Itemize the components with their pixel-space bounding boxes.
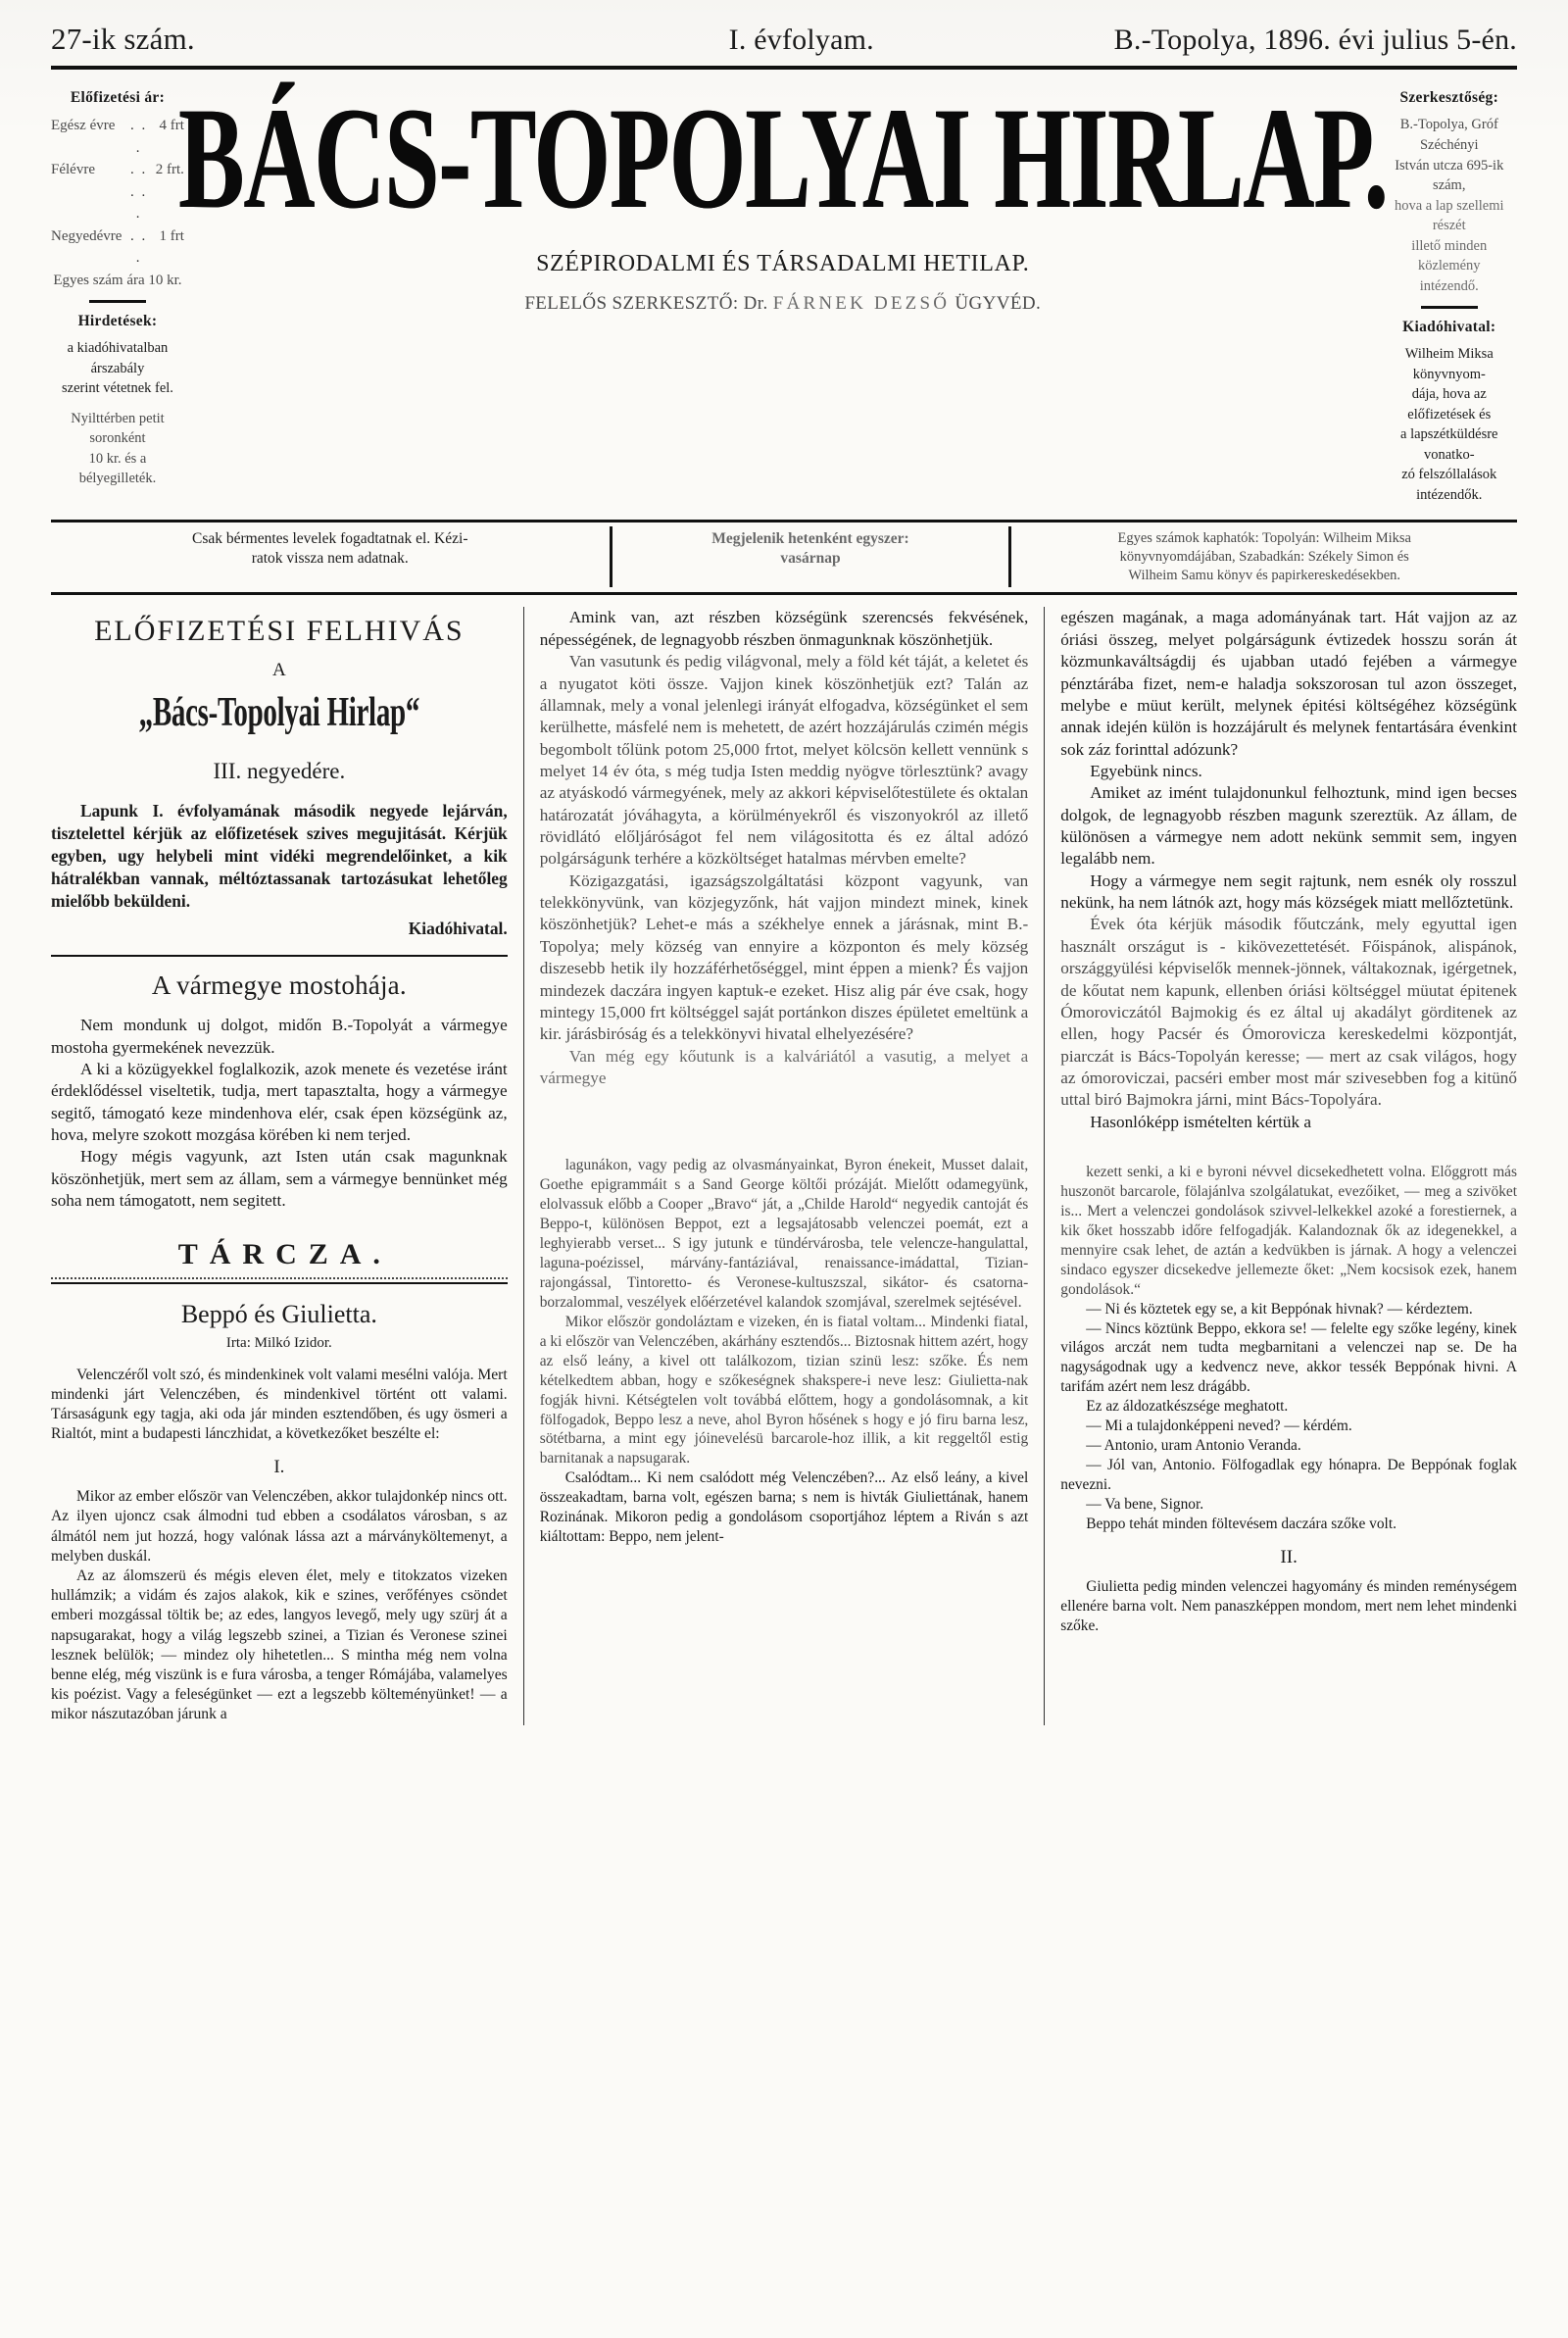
frequency-line: Megjelenik hetenként egyszer:	[711, 529, 909, 547]
article-paragraph: Hogy mégis vagyunk, azt Isten után csak magunknak köszönhetjük, mert sem az állam, sem a vármegye bennünket még soha nem támogatott, nem segitett.	[51, 1147, 508, 1211]
availability-line: könyvnyomdájában, Szabadkán: Székely Simon és	[1119, 548, 1409, 565]
open-column-line: Nyilttérben petit soronként	[71, 410, 165, 447]
volume-number: I. évfolyam.	[728, 24, 874, 56]
section-number: II.	[1280, 1546, 1298, 1567]
editorial-office-heading: Szerkesztőség:	[1399, 89, 1499, 106]
column-middle	[523, 607, 1046, 1724]
editor-label: FELELŐS SZERKESZTŐ:	[524, 293, 739, 315]
article-paragraph: Amink van, azt részben községünk szerencsés fekvésének, népességének, de legnagyobb részben önmagunknak köszönhetjük.	[539, 608, 1029, 649]
open-column-line: 10 kr. és a bélyegilleték.	[78, 450, 157, 487]
column-left	[51, 607, 523, 1724]
feuilleton-left	[51, 1300, 508, 1725]
feuilleton-paragraph: Csalódtam... Ki nem csalódott még Velenczében?... Az első leány, a kivel összeakadtam, barna volt, egészen barna; s nem is hivták Giuliettának, hanem Rozinának. Mikoron pedig a gondolásom csoportjához léptem a Riván s azt kiáltottam: Beppo, nem jelent-	[539, 1469, 1029, 1546]
address-line: hova a lap szellemi részét	[1394, 197, 1504, 234]
feuilleton-paragraph: Velenczéről volt szó, és mindenkinek volt valami mesélni valója. Mert mindenki járt Velenczében, és mindenkivel történt ott valami. Társaságunk egy tagja, aki oda jár minden esztendőben, és ugy ösmeri a Rialtót, mint a budapesti lánczhidat, a következőket beszélte el:	[51, 1366, 508, 1443]
editor-line	[190, 293, 1376, 315]
column-right	[1045, 607, 1517, 1724]
price-heading: Előfizetési ár:	[70, 89, 166, 106]
article-paragraph: Nem mondunk uj dolgot, midőn B.-Topolyát a vármegye mostoha gyermekének nevezzük.	[51, 1016, 508, 1057]
feuilleton-paragraph: Az az álomszerü és mégis eleven élet, mely e titokzatos vizeken hullámzik; a vidám és zajos alakok, kik e szines, verőfényes csöndet emberi mozgással töltik be; az edes, langyos levegő, mely ugy szürj át a napsugarakat, hogy a világ legszebb szinei, a Tizian és Veronese szinei lesznek belülök; — mindez oly hihetetlen... S mintha még nem volna benne elég, még viszünk is e fura városba, a tenger Rómájába, valamelyes kis poézist. Vagy a feleségünket — ezt a legszebb költeményünket! — a mikor nászutazóban járunk a	[51, 1567, 508, 1723]
banner-frequency	[612, 526, 1012, 588]
article-paragraph: Egyebünk nincs.	[1090, 761, 1202, 780]
price-dots: . . .	[129, 118, 148, 156]
banner-letters-policy	[51, 526, 612, 588]
feuilleton-author: Irta: Milkó Izidor.	[225, 1334, 332, 1351]
callout-quarter: III. negyedére.	[213, 759, 346, 784]
article-paragraph: Hasonlóképp ismételten kértük a	[1090, 1112, 1312, 1131]
publisher-office	[1382, 317, 1517, 506]
feuilleton-paragraph: Ez az áldozatkészsége meghatott.	[1086, 1398, 1289, 1416]
feuilleton-paragraph: — Antonio, uram Antonio Veranda.	[1086, 1437, 1301, 1455]
dateline: B.-Topolya, 1896. évi julius 5-én.	[1113, 24, 1517, 56]
masthead-left-info	[51, 83, 184, 506]
feuilleton-title: Beppó és Giulietta.	[180, 1299, 377, 1328]
issue-number: 27-ik szám.	[51, 22, 195, 56]
banner-availability	[1011, 526, 1517, 588]
article-paragraph: Amiket az imént tulajdonunkul felhoztunk, mind igen becses dolgok, de legnagyobb részben magunk szereztük. Az állam, de különösen a vármegye nem adott nekünk semmit sem, ingyen legalább nem.	[1060, 783, 1517, 869]
header-rule	[51, 66, 1517, 70]
feuilleton-paragraph: lagunákon, vagy pedig az olvasmányainkat, Byron énekeit, Musset dalait, Goethe epigrammáit s a Sand George költői prózáját. Mielőtt odamegyünk, elolvassuk előbb a Cooper „Bravo“ ját, a „Childe Harold“ negyedik cantoját és Beppo-t, különösen Beppot, ezt a legsajátosabb velenczei poemát, ezt a leghyierabb verset... S igy jutunk e tündérvárosba, tele velencze-hangulattal, laguna-poézissel, márvány-fantáziával, renaissance-imádattal, Tizian-rajongással, Tintoretto- és Veronese-kultuszszal, sikátor- és csatorna-borzalommal, veszélyek előérzetével kalandok szomjával, szerelmek sejtésével.	[539, 1157, 1029, 1311]
availability-line: Wilheim Samu könyv és papirkereskedésekben.	[1128, 568, 1401, 584]
address-line: intézendő.	[1419, 278, 1479, 294]
newspaper-title: BÁCS-TOPOLYAI HIRLAP.	[177, 78, 1388, 239]
feuilleton-right	[1060, 1163, 1517, 1636]
price-label: Egész évre	[51, 118, 116, 134]
section-number: I.	[273, 1457, 285, 1478]
article-title: A vármegye mostohája.	[151, 970, 407, 1001]
section-divider	[51, 955, 508, 957]
address-line: B.-Topolya, Gróf Széchényi	[1399, 117, 1498, 153]
ads-info	[51, 311, 184, 489]
publisher-heading: Kiadóhivatal:	[1402, 318, 1496, 335]
feuilleton-paragraph: — Va bene, Signor.	[1086, 1495, 1204, 1513]
policy-line: Csak bérmentes levelek fogadtatnak el. Kézi-	[192, 529, 468, 547]
main-body	[51, 607, 1517, 1724]
feuilleton-middle	[540, 1156, 1029, 1547]
masthead-center	[177, 78, 1388, 506]
feuilleton-header	[51, 1238, 508, 1284]
ads-line: szerint vétetnek fel.	[61, 380, 173, 397]
single-copy-price: Egyes szám ára 10 kr.	[53, 272, 182, 288]
info-banner	[51, 520, 1517, 596]
subscription-callout	[51, 615, 508, 784]
policy-line: ratok vissza nem adatnak.	[251, 550, 409, 568]
divider	[1421, 306, 1478, 309]
price-dots: . . . . .	[129, 162, 148, 223]
editorial-office-address	[1382, 115, 1517, 296]
masthead	[51, 78, 1517, 506]
address-line: illető minden közlemény	[1411, 237, 1488, 274]
price-value: 4 frt	[159, 118, 184, 134]
callout-paper-name: „Bács-Topolyai Hirlap“	[138, 689, 420, 736]
callout-heading: ELŐFIZETÉSI FELHIVÁS	[94, 615, 465, 648]
article-paragraph: Közigazgatási, igazságszolgáltatási központ vagyunk, van telekkönyvünk, van közjegyzőnk, hát vajjon mindezt minek, kinek köszönhetjük? Lehet-e más a székhelye ennek a járásnak, mint B.-Topolya; mely község van ennyire a központon és mely község diszesebb hetik ily hozzáférhetőséggel, mint éppen a mienk? És vajjon mindezek daczára ingyen kaptuk-e ezeket. Hisz alig pár éve csak, hogy mintegy 15,000 frt költséggel saját portánkon diszes épületet emeltünk a kir. járásbiróság és a telekkönyvi hivatal elhelyezésére?	[539, 871, 1029, 1044]
dotted-divider	[51, 1277, 508, 1279]
article-paragraph: Van még egy kőutunk is a kalváriától a vasutig, a melyet a vármegye	[539, 1046, 1029, 1087]
article-paragraph: A ki a közügyekkel foglalkozik, azok menete és vezetése iránt érdeklődéssel viseltetik, tudja, mert tapasztalta, hogy a vármegye segitő, támogató keze mindenhova elér, csak épen községünk az, hova, melyre szokott mozgása körében ki nem terjed.	[51, 1059, 508, 1145]
price-value: 2 frt.	[155, 162, 184, 178]
feuilleton-paragraph: — Nincs köztünk Beppo, ekkora se! — felelte egy szőke legény, kinek világos arczát nem tudta megbarnitani a velenczei nap se. De ha nagyságodnak ugy a kedvencz neve, akkor tessék Beppónak hivni. A tarifám azért nem lesz drágább.	[1060, 1319, 1517, 1396]
publisher-line: dája, hova az előfizetések és	[1407, 386, 1492, 423]
article-paragraph: Hogy a vármegye nem segit rajtunk, nem esnék oly rosszul nekünk, ha nem látnók azt, hogy más községek miatt mellőztetünk.	[1060, 871, 1517, 913]
callout-article: A	[271, 660, 286, 681]
price-value: 1 frt	[159, 227, 184, 244]
address-line: István utcza 695-ik szám,	[1395, 157, 1504, 194]
feuilleton-paragraph: — Mi a tulajdonképpeni neved? — kérdém.	[1086, 1418, 1352, 1435]
ads-heading: Hirdetések:	[77, 312, 158, 329]
tarcza-ornament-title: TÁRCZA.	[177, 1237, 392, 1270]
top-line	[51, 22, 1517, 57]
feuilleton-paragraph: Mikor az ember először van Velenczében, akkor tulajdonkép nincs ott. Az ilyen ujoncz csak álmodni tud ebben a csodálatos városban, s az álmától nem jut hozzá, hogy valónak lássa azt a márványköltemenyt, a melyben duskál.	[51, 1488, 508, 1565]
masthead-right-info	[1382, 83, 1517, 506]
callout-body: Lapunk I. évfolyamának második negyede lejárván, tisztelettel kérjük az előfizetések szives megujitását. Kérjük egyben, ugy helybeli mint vidéki megrendelőinket, a kik hátralékban vannak, méltóztassanak tartozásukat lehetőleg mielőbb beküldeni.	[51, 801, 508, 912]
article-paragraph: Évek óta kérjük második főutczánk, mely egyuttal igen használt országut is - kikövezettetését. Főispánok, alispánok, országgyülési képviselők mennek-jönnek, váltakoznak, igérgetnek, de kőutat nem kapunk, ellenben óriási költséggel müutat épitenek Ómoroviczától Bajmokig és ez által uj akadályt görditenek az ellen, hogy Pacsér és Ómorovicza kereskedelmi központját, piarczát is Bács-Topolyán keresse; — mert az csak világos, hogy az ómoroviczai, pacséri ember most már szivesebben fog a kitünő uttal biró Bajmokra járni, mint Bács-Topolyára.	[1060, 915, 1517, 1110]
feuilleton-paragraph: — Ni és köztetek egy se, a kit Beppónak hivnak? — kérdeztem.	[1086, 1300, 1473, 1318]
newspaper-subtitle: SZÉPIRODALMI ÉS TÁRSADALMI HETILAP.	[536, 251, 1030, 277]
feuilleton-paragraph: Mikor először gondoláztam e vizeken, én is fiatal voltam... Mindenki fiatal, a ki először van Velenczében, akárhány esztendős... Biztosnak hittem azért, hogy az első leány, a kivel ott találkozom, tizian szinü lesz: szőke. És nem kételkedtem abban, hogy e szőkeségnek shakspere-i neve lesz: Giulietta-nak fogják hivni. Kétségtelen volt továbbá előttem, hogy a gondolásomnak, a kit fölfogadok, Beppo lesz a neve, ahol Byron hősének s hogy e jó firu barna lesz, sötétbarna, a mint egy jóinevelésü barcarole-hoz illik, a kit reggeltől estig barnitanak a napsugarak.	[539, 1313, 1029, 1467]
ads-line: a kiadóhivatalban árszabály	[67, 339, 169, 376]
availability-line: Egyes számok kaphatók: Topolyán: Wilheim Miksa	[1117, 529, 1411, 546]
price-dots: . . .	[129, 227, 148, 267]
editor-suffix: ÜGYVÉD.	[955, 293, 1042, 315]
editor-prefix: Dr.	[743, 293, 768, 315]
divider	[89, 300, 146, 303]
frequency-line: vasárnap	[780, 550, 841, 568]
price-row	[51, 115, 184, 159]
article-paragraph: Van vasutunk és pedig világvonal, mely a föld két táját, a keletet és a nyugatot köti össze. Vajjon kinek köszönhetjük ezt? Talán az államnak, mely a vonal jelenlegi irányát elfogadva, községünket el sem kerülhette, másfelé nem is mehetett, de azért hozzájárulás czimén mégis begombolt tőlünk potom 25,000 frtot, melyet kölcsön kellett vennünk s melyet 14 év óta, s még tudja Isten meddig nyögve törlesztünk? avagy az atyáskodó vármegyének, mely az akkori képviselőtestülete és oktalan határozatát jóváhagyta, a körülményekről és viszonyokról az illető rövidlátó előljáróságot fel nem világositotta és ez által adózó polgárságunk terhére a közköltséget hatalmas mérvben emelte?	[539, 652, 1029, 869]
price-label: Negyedévre	[51, 227, 122, 244]
article-paragraph: egészen magának, a maga adományának tart. Hát vajjon az az óriási összeg, melyet polgárságunk évtizedek hosszu során át közmunkaváltságdij és ujabban utadó fejében a vármegye pénztárába fizet, nem-e haladja sokszorosan tul azon összeget, melybe e müut került, melynek épitési költségéhez községünk annak idején külön is hozzájárult és melynek fentartására évenkint sok záz forinttal adózunk?	[1060, 608, 1517, 759]
feuilleton-paragraph: — Jól van, Antonio. Fölfogadlak egy hónapra. De Beppónak foglak nevezni.	[1060, 1457, 1517, 1494]
price-row	[51, 225, 184, 270]
feuilleton-paragraph: Giulietta pedig minden velenczei hagyomány és minden reménységem ellenére barna volt. Nem panaszképpen mondom, mert nem lehet mindenki szőke.	[1060, 1577, 1517, 1634]
publisher-line: zó felszóllalások intézendők.	[1401, 467, 1497, 503]
callout-signature: Kiadóhivatal.	[408, 919, 508, 939]
feuilleton-paragraph: Beppo tehát minden föltevésem daczára szőke volt.	[1086, 1515, 1396, 1532]
feuilleton-rule	[51, 1282, 508, 1284]
price-row	[51, 159, 184, 225]
publisher-line: a lapszétküldésre vonatko-	[1400, 426, 1498, 463]
publisher-line: Wilheim Miksa könyvnyom-	[1404, 345, 1494, 382]
price-table	[51, 115, 184, 270]
price-label: Félévre	[51, 162, 95, 178]
feuilleton-paragraph: kezett senki, a ki e byroni névvel dicsekedhetett volna. Előggrott más huszonöt barcarole, fölajánlva szolgálatukat, evezőiket, — meg a szivöket is... Mert a velenczei gondolások szivvel-lelkekkel azoké a forestiernek, a kik őket hosszabb időre felfogadják. Kalandoznak ők az idegenekkel, a mennyire csak lehet, de aztán a kedvükben is járnak. A hogy a velenczei sindaco egyszer dicsekedve jellemezte őket: „Nem kocsisok ezek, hanem gondolások.“	[1060, 1164, 1517, 1298]
editor-name: FÁRNEK DEZSŐ	[772, 293, 951, 315]
